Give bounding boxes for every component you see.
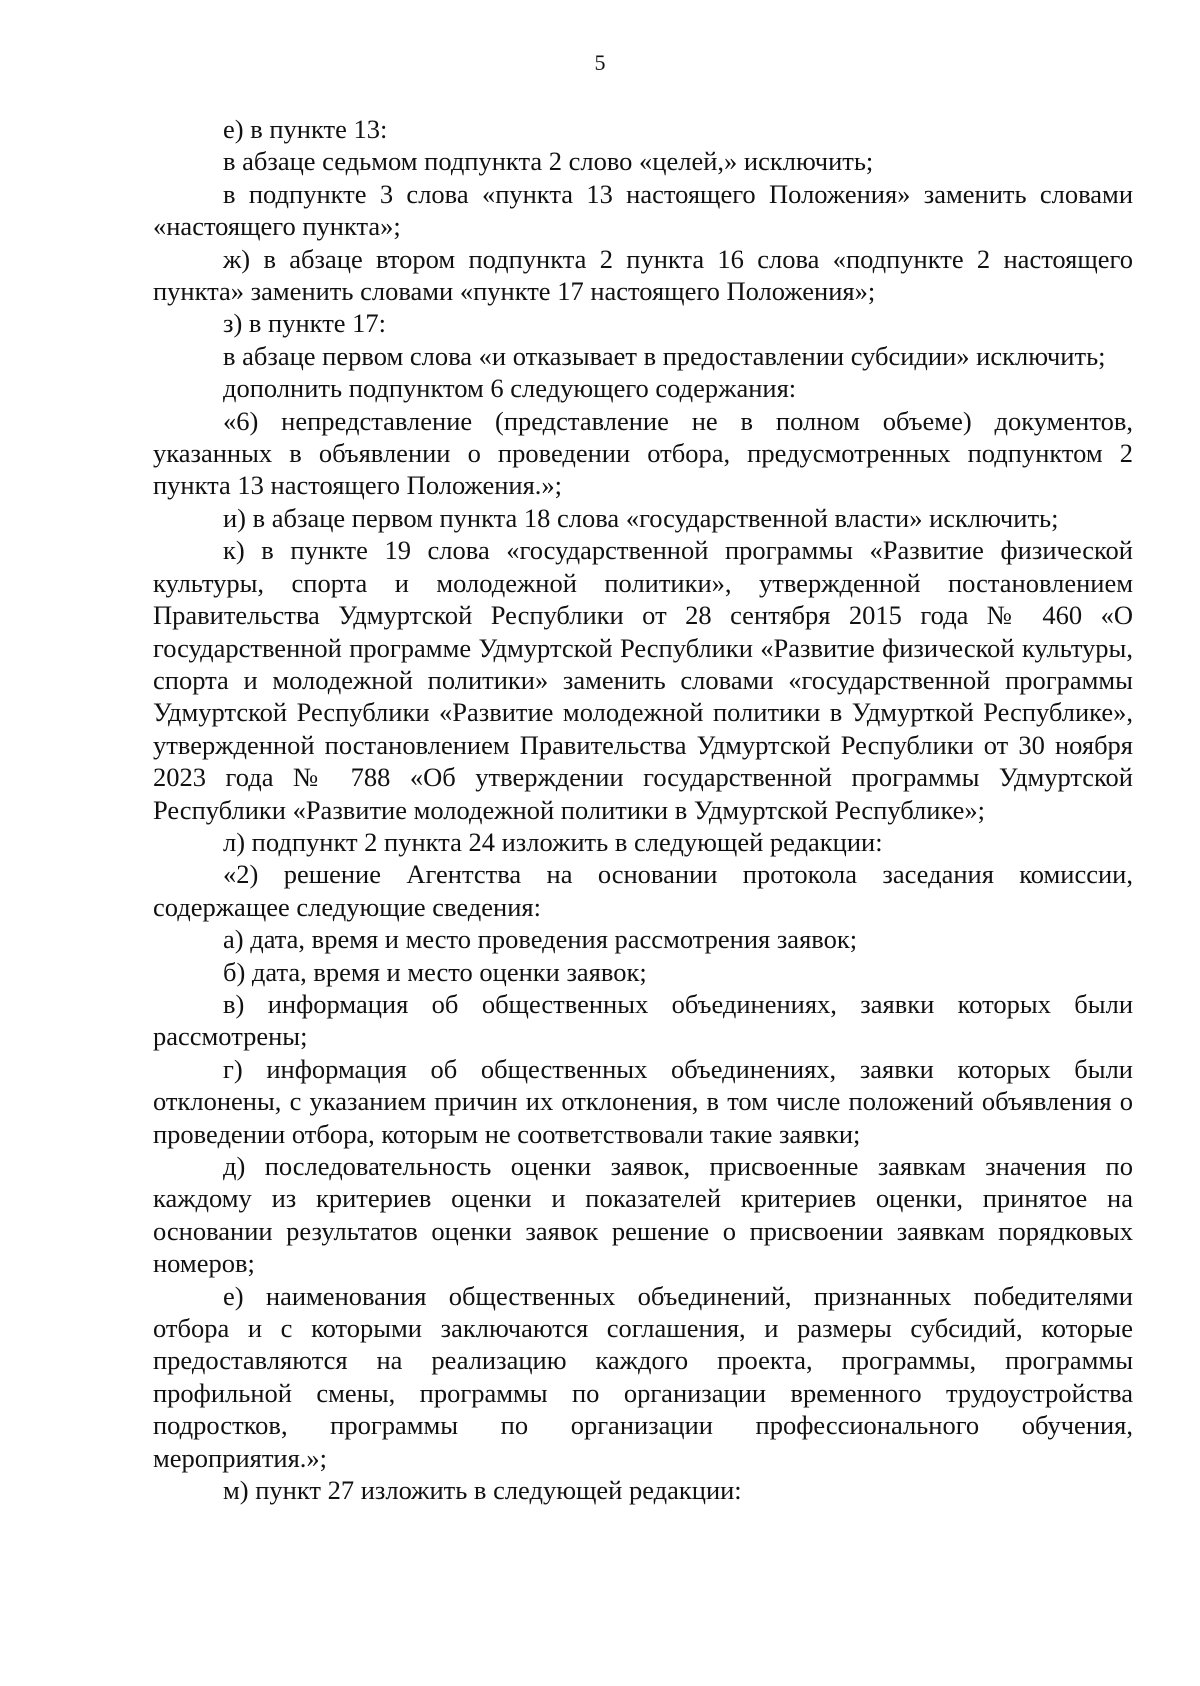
paragraph-zh-punkt-16: ж) в абзаце втором подпункта 2 пункта 16 слова «подпункте 2 настоящего пункта» заменить словами «пункте 17 настоящего Положения»; [153, 243, 1133, 307]
paragraph-k-punkt-19: к) в пункте 19 слова «государственной программы «Развитие физической культуры, спорта и молодежной политики», утвержденной постановлением Правительства Удмуртской Республики от 28 сентября 2015 года № 460 «О государственной программе Удмуртской Республики «Развитие физической культуры, спорта и молодежной политики» заменить словами «государственной программы Удмуртской Республики «Развитие молодежной политики в Удмурткой Республике», утвержденной постановлением Правительства Удмуртской Республики от 30 ноября 2023 года № 788 «Об утверждении государственной программы Удмуртской Республики «Развитие молодежной политики в Удмуртской Республике»; [153, 535, 1133, 825]
paragraph-abzac-pervom: в абзаце первом слова «и отказывает в предоставлении субсидии» исключить; [223, 340, 1106, 371]
paragraph-v-rassmotreny: в) информация об общественных объединениях, заявки которых были рассмотрены; [153, 988, 1133, 1052]
paragraph-a-data-rassmotreniya: а) дата, время и место проведения рассмотрения заявок; [223, 924, 858, 955]
paragraph-abzac-sedmom: в абзаце седьмом подпункта 2 слово «целей,» исключить; [223, 146, 874, 177]
paragraph-b-data-ocenki: б) дата, время и место оценки заявок; [223, 956, 647, 987]
paragraph-podpunkt-3: в подпункте 3 слова «пункта 13 настоящего Положения» заменить словами «настоящего пункта»; [153, 178, 1133, 242]
paragraph-dopolnit-podpunktom-6: дополнить подпунктом 6 следующего содержания: [223, 373, 797, 404]
paragraph-podpunkt-2-reshenie: «2) решение Агентства на основании протокола заседания комиссии, содержащее следующие сведения: [153, 859, 1133, 922]
paragraph-m-punkt-27: м) пункт 27 изложить в следующей редакции: [223, 1475, 742, 1506]
document-body [153, 113, 1133, 1506]
paragraph-g-otkloneny: г) информация об общественных объединениях, заявки которых были отклонены, с указанием причин их отклонения, в том числе положений объявления о проведении отбора, которым не соответствовали такие заявки; [153, 1053, 1133, 1149]
paragraph-z-punkt-17: з) в пункте 17: [223, 308, 387, 339]
paragraph-l-punkt-24: л) подпункт 2 пункта 24 изложить в следующей редакции: [223, 826, 883, 857]
paragraph-d-posledovatelnost: д) последовательность оценки заявок, присвоенные заявкам значения по каждому из критериев оценки и показателей критериев оценки, принятое на основании результатов оценки заявок решение о присвоении заявкам порядковых номеров; [153, 1151, 1133, 1279]
paragraph-podpunkt-6-text: «6) непредставление (представление не в полном объеме) документов, указанных в объявлении о проведении отбора, предусмотренных подпунктом 2 пункта 13 настоящего Положения.»; [153, 405, 1133, 501]
paragraph-e-punkt-13: е) в пункте 13: [223, 114, 388, 144]
paragraph-e-naimenovaniya: е) наименования общественных объединений, признанных победителями отбора и с которыми заключаются соглашения, и размеры субсидий, которые предоставляются на реализацию каждого проекта, программы, программы профильной смены, программы по организации временного трудоустройства подростков, программы по организации профессионального обучения, мероприятия.»; [153, 1280, 1133, 1473]
paragraph-i-punkt-18: и) в абзаце первом пункта 18 слова «государственной власти» исключить; [223, 502, 1059, 533]
page-number: 5 [594, 50, 606, 75]
